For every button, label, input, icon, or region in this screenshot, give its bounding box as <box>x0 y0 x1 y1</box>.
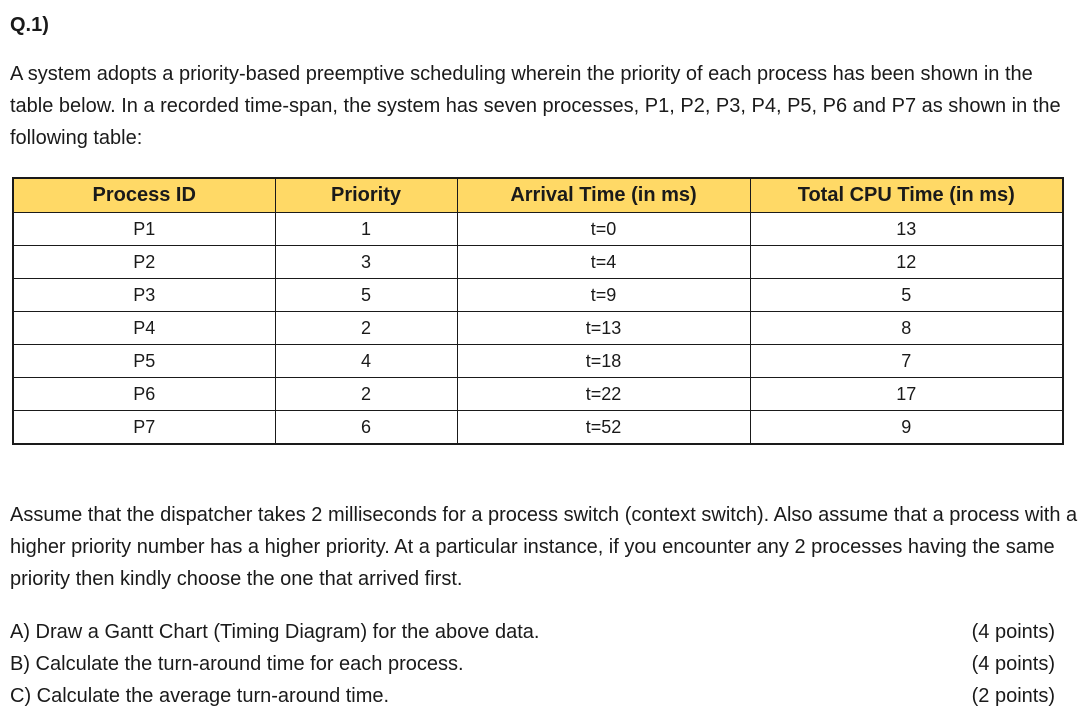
header-cpu-time: Total CPU Time (in ms) <box>750 178 1063 213</box>
table-row <box>13 213 1063 246</box>
intro-text: A system adopts a priority-based preemptive scheduling wherein the priority of each process has been shown in the table below. In a recorded time-span, the system has seven processes, P1, P2, P3, P4, P5, P6 and P7 as shown in the following table: <box>10 63 1061 149</box>
cell-process-id: P3 <box>13 279 275 312</box>
cell-arrival-time: t=22 <box>457 378 750 411</box>
process-table <box>12 177 1064 445</box>
table-row <box>13 246 1063 279</box>
assumptions-text: Assume that the dispatcher takes 2 milliseconds for a process switch (context switch). Also assume that a process with a higher priority number has a higher priority. At a particular instance, if you encounter any 2 processes having the same priority then kindly choose the one that arrived first. <box>10 504 1078 590</box>
question-heading: Q.1) <box>10 14 49 36</box>
table-row <box>13 279 1063 312</box>
cell-process-id: P7 <box>13 411 275 445</box>
cell-cpu-time: 5 <box>750 279 1063 312</box>
cell-cpu-time: 7 <box>750 345 1063 378</box>
cell-arrival-time: t=52 <box>457 411 750 445</box>
table-header-row <box>13 178 1063 213</box>
intro-paragraph <box>10 58 1078 154</box>
task-points: (2 points) <box>971 685 1055 707</box>
cell-priority: 5 <box>275 279 457 312</box>
task-list <box>10 616 1055 712</box>
cell-arrival-time: t=0 <box>457 213 750 246</box>
table-row <box>13 345 1063 378</box>
cell-cpu-time: 13 <box>750 213 1063 246</box>
cell-priority: 3 <box>275 246 457 279</box>
cell-priority: 2 <box>275 312 457 345</box>
cell-arrival-time: t=18 <box>457 345 750 378</box>
cell-priority: 6 <box>275 411 457 445</box>
header-arrival-time: Arrival Time (in ms) <box>457 178 750 213</box>
task-points: (4 points) <box>971 621 1055 643</box>
task-text: A) Draw a Gantt Chart (Timing Diagram) for the above data. <box>10 621 540 643</box>
table-row <box>13 378 1063 411</box>
task-text: B) Calculate the turn-around time for each process. <box>10 653 464 675</box>
cell-cpu-time: 8 <box>750 312 1063 345</box>
cell-process-id: P6 <box>13 378 275 411</box>
task-item <box>10 616 1055 648</box>
cell-priority: 1 <box>275 213 457 246</box>
cell-process-id: P4 <box>13 312 275 345</box>
cell-process-id: P1 <box>13 213 275 246</box>
cell-cpu-time: 9 <box>750 411 1063 445</box>
task-item <box>10 680 1055 712</box>
cell-priority: 4 <box>275 345 457 378</box>
header-process-id: Process ID <box>13 178 275 213</box>
cell-cpu-time: 12 <box>750 246 1063 279</box>
task-text: C) Calculate the average turn-around time. <box>10 685 390 707</box>
cell-arrival-time: t=9 <box>457 279 750 312</box>
task-item <box>10 648 1055 680</box>
task-points: (4 points) <box>971 653 1055 675</box>
cell-arrival-time: t=4 <box>457 246 750 279</box>
cell-arrival-time: t=13 <box>457 312 750 345</box>
cell-process-id: P5 <box>13 345 275 378</box>
cell-cpu-time: 17 <box>750 378 1063 411</box>
table-row <box>13 312 1063 345</box>
table-row <box>13 411 1063 445</box>
cell-process-id: P2 <box>13 246 275 279</box>
cell-priority: 2 <box>275 378 457 411</box>
header-priority: Priority <box>275 178 457 213</box>
assumptions-paragraph <box>10 499 1080 595</box>
